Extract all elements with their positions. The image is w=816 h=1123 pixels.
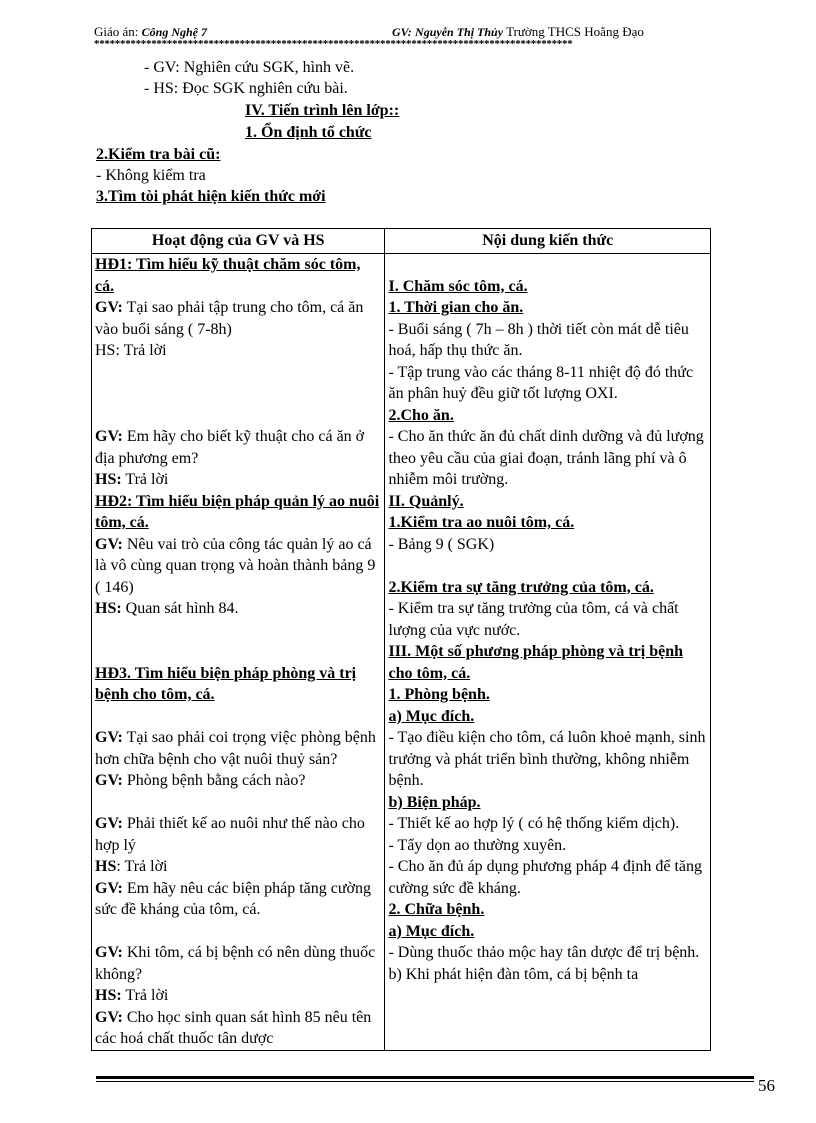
measure-1: - Thiết kế ao hợp lý ( có hệ thống kiểm dịch). <box>388 815 680 832</box>
step3-title: 3.Tìm tòi phát hiện kiến thức mới <box>96 188 326 205</box>
school-name: Trường THCS Hoằng Đạo <box>506 24 644 39</box>
hd2-title: HĐ2: Tìm hiểu biện pháp quản lý ao nuôi tôm, cá. <box>95 492 380 531</box>
answer-6: HS: Trả lời <box>95 858 168 875</box>
question-3: GV: Nêu vai trò của công tác quản lý ao cá là vô cùng quan trọng và hoàn thành bảng 9 ( 146) <box>95 535 376 596</box>
table-header-row <box>92 229 711 254</box>
knowledge-content <box>385 254 711 1051</box>
hs-prep: - HS: Đọc SGK nghiên cứu bài. <box>144 80 348 97</box>
step1-title: 1. Ổn định tổ chức <box>245 124 372 141</box>
lesson-label: Giáo án: <box>94 24 139 39</box>
question-9: GV: Cho học sinh quan sát hình 85 nêu tên các hoá chất thuốc tân dược <box>95 1008 372 1047</box>
question-5: GV: Phòng bệnh bằng cách nào? <box>95 772 306 789</box>
prevention-purpose-text: - Tạo điều kiện cho tôm, cá luôn khoẻ mạnh, sinh trưởng và phát triển bình thường, không nhiễm bệnh. <box>388 729 706 789</box>
feeding-title: 2.Cho ăn. <box>388 406 454 424</box>
feeding-time-title: 1. Thời gian cho ăn. <box>388 299 524 316</box>
measure-2: - Tẩy dọn ao thường xuyên. <box>388 836 567 854</box>
answer-8: HS: Trả lời <box>95 987 169 1004</box>
question-4: GV: Tại sao phải coi trọng việc phòng bệnh hơn chữa bệnh cho vật nuôi thuỷ sản? <box>95 729 376 768</box>
treatment-text-1: - Dùng thuốc thảo mộc hay tân dược để trị bệnh. <box>388 944 700 961</box>
treatment-purpose-title: a) Mục đích. <box>388 922 475 940</box>
table-row <box>92 254 711 1051</box>
prevention-purpose-title: a) Mục đích. <box>388 707 475 725</box>
pond-check-title: 1.Kiểm tra ao nuôi tôm, cá. <box>388 514 575 531</box>
page-number: 56 <box>758 1076 775 1095</box>
left-column-header: Hoạt động của GV và HS <box>92 229 385 254</box>
question-7: GV: Em hãy nêu các biện pháp tăng cường sức đề kháng của tôm, cá. <box>95 879 372 918</box>
treatment-title: 2. Chữa bệnh. <box>388 901 485 918</box>
measure-3: - Cho ăn đủ áp dụng phương pháp 4 định để tăng cường sức đề kháng. <box>388 858 702 897</box>
step2-title: 2.Kiểm tra bài cũ: <box>96 146 221 163</box>
growth-check-text: - Kiểm tra sự tăng trưởng của tôm, cá và chất lượng của vực nước. <box>388 600 679 639</box>
feeding-text: - Cho ăn thức ăn đủ chất dinh dưỡng và đủ lượng theo yêu cầu của giai đoạn, tránh lãng phí và ô nhiễm môi trường. <box>388 428 704 488</box>
question-8: GV: Khi tôm, cá bị bệnh có nên dùng thuốc không? <box>95 944 376 983</box>
lesson-name: Công Nghệ 7 <box>141 25 207 39</box>
section-3-title: III. Một số phương pháp phòng và trị bệnh cho tôm, cá. <box>388 643 684 682</box>
treatment-text-2: b) Khi phát hiện đàn tôm, cá bị bệnh ta <box>388 965 639 983</box>
header-divider: ******************************************************************************************** <box>94 38 573 50</box>
hd3-title: HĐ3. Tìm hiểu biện pháp phòng và trị bệnh cho tôm, cá. <box>95 664 357 703</box>
section-1-title: I. Chăm sóc tôm, cá. <box>388 277 528 295</box>
footer-rule-thin <box>96 1081 754 1082</box>
pond-check-text: - Bảng 9 ( SGK) <box>388 535 495 553</box>
teacher-student-activities <box>92 254 385 1051</box>
teacher-label: GV: <box>392 25 412 39</box>
answer-2: HS: Trả lời <box>95 471 169 488</box>
footer-rule-thick <box>96 1076 754 1079</box>
prevention-measures-title: b) Biện pháp. <box>388 793 481 811</box>
question-6: GV: Phải thiết kế ao nuôi như thế nào cho hợp lý <box>95 815 365 854</box>
question-1: GV: Tại sao phải tập trung cho tôm, cá ăn vào buổi sáng ( 7-8h) <box>95 299 364 338</box>
right-column-header: Nội dung kiến thức <box>385 229 711 254</box>
prevention-title: 1. Phòng bệnh. <box>388 686 490 703</box>
answer-3: HS: Quan sát hình 84. <box>95 600 239 617</box>
hd1-title: HĐ1: Tìm hiểu kỹ thuật chăm sóc tôm, cá. <box>95 256 361 295</box>
lesson-table <box>91 228 711 1051</box>
teacher-name: Nguyễn Thị Thủy <box>415 25 504 39</box>
question-2: GV: Em hãy cho biết kỹ thuật cho cá ăn ở địa phương em? <box>95 428 365 467</box>
feeding-time-text-2: - Tập trung vào các tháng 8-11 nhiệt độ đó thức ăn phân huỷ đều giữ tốt lượng OXI. <box>388 363 694 402</box>
feeding-time-text-1: - Buổi sáng ( 7h – 8h ) thời tiết còn mát dễ tiêu hoá, hấp thụ thức ăn. <box>388 320 689 359</box>
section-2-title: II. Quảnlý. <box>388 492 464 510</box>
answer-1: HS: Trả lời <box>95 342 167 359</box>
section-iv-title: IV. Tiến trình lên lớp:: <box>245 102 400 119</box>
step2-note: - Không kiểm tra <box>96 167 206 184</box>
growth-check-title: 2.Kiểm tra sự tăng trưởng của tôm, cá. <box>388 578 654 596</box>
gv-prep: - GV: Nghiên cứu SGK, hình vẽ. <box>144 59 355 76</box>
